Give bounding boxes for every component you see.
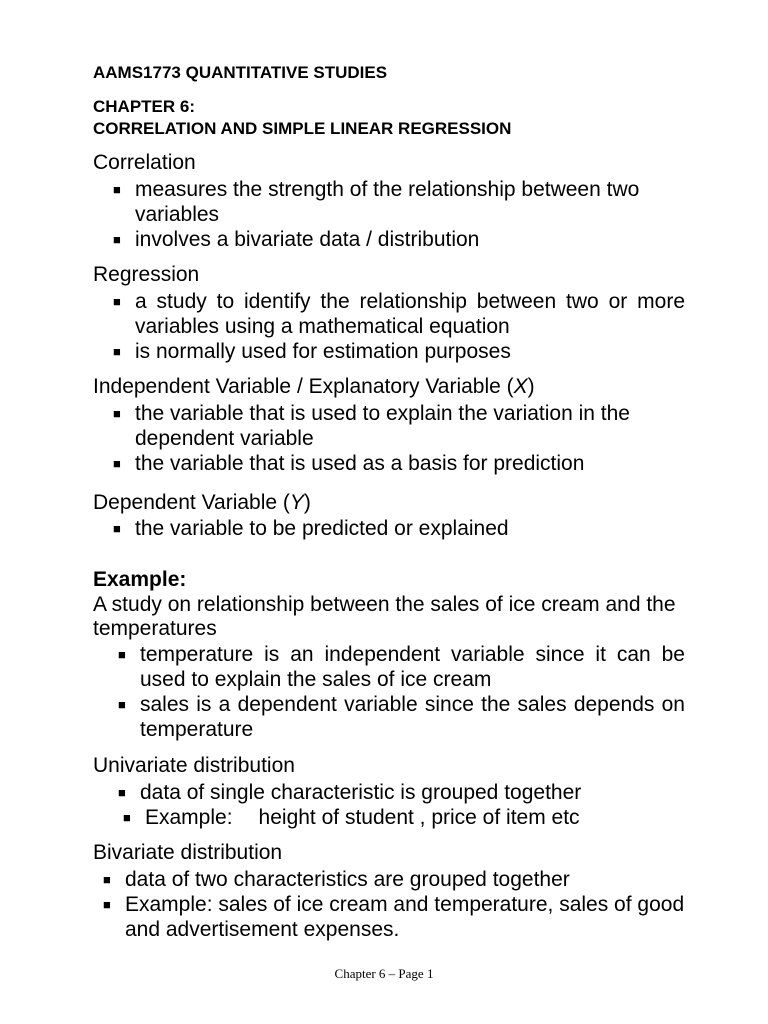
regression-bullet-1: ■ a study to identify the relationship between two or more variables using a mathematical equation <box>113 290 685 338</box>
term-dependent-variable: Dependent Variable (Y) <box>93 491 311 514</box>
bullet-square-icon: ■ <box>113 456 121 471</box>
bullet-square-icon: ■ <box>113 521 121 536</box>
bivariate-bullet-2: ■ Example: sales of ice cream and temperature, sales of good and advertisement expenses. <box>103 893 685 941</box>
bullet-square-icon: ■ <box>118 697 126 712</box>
dependent-bullet-1: ■ the variable to be predicted or explained <box>113 517 509 540</box>
bullet-square-icon: ■ <box>113 294 121 309</box>
example-bullet-1: ■ temperature is an independent variable since it can be used to explain the sales of ice cream <box>118 643 685 691</box>
page-footer: Chapter 6 – Page 1 <box>334 966 434 981</box>
symbol-x: X <box>513 375 528 398</box>
bullet-square-icon: ■ <box>103 872 111 887</box>
independent-bullet-2: ■ the variable that is used as a basis for prediction <box>113 452 585 475</box>
term-univariate-distribution: Univariate distribution <box>93 754 295 777</box>
bullet-square-icon: ■ <box>113 406 121 421</box>
term-regression: Regression <box>93 263 200 286</box>
bullet-square-icon: ■ <box>113 232 121 247</box>
term-bivariate-distribution: Bivariate distribution <box>93 841 283 864</box>
univariate-example: ■ Example: height of student , price of item etc <box>123 806 580 829</box>
bullet-square-icon: ■ <box>118 785 126 800</box>
chapter-title: CORRELATION AND SIMPLE LINEAR REGRESSION <box>93 119 512 138</box>
bullet-square-icon: ■ <box>113 344 121 359</box>
example-heading: Example: <box>93 568 187 591</box>
term-independent-variable: Independent Variable / Explanatory Variable (X) <box>93 375 535 398</box>
term-correlation: Correlation <box>93 151 196 174</box>
chapter-number: CHAPTER 6: <box>93 97 196 116</box>
correlation-bullet-1: ■ measures the strength of the relationship between two variables <box>113 178 640 226</box>
correlation-bullet-2: ■ involves a bivariate data / distribution <box>113 228 480 251</box>
bullet-square-icon: ■ <box>118 647 126 662</box>
bullet-square-icon: ■ <box>103 897 111 912</box>
independent-bullet-1: ■ the variable that is used to explain the variation in the dependent variable <box>113 402 630 450</box>
bullet-square-icon: ■ <box>113 182 121 197</box>
example-text: A study on relationship between the sales of ice cream and the temperatures <box>93 593 676 640</box>
bullet-square-icon: ■ <box>123 810 131 825</box>
example-bullet-2: ■ sales is a dependent variable since the sales depends on temperature <box>118 693 685 741</box>
symbol-y: Y <box>289 491 304 514</box>
regression-bullet-2: ■ is normally used for estimation purposes <box>113 340 511 363</box>
course-title: AAMS1773 QUANTITATIVE STUDIES <box>93 63 388 82</box>
univariate-bullet-1: ■ data of single characteristic is grouped together <box>118 781 582 804</box>
bivariate-bullet-1: ■ data of two characteristics are grouped together <box>103 868 570 891</box>
